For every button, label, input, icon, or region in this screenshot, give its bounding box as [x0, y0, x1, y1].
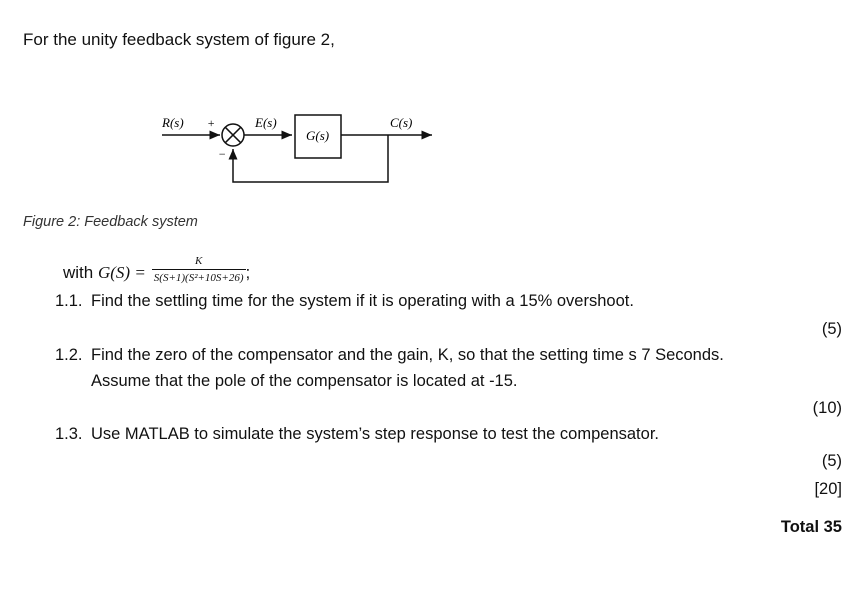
equation-prefix: with [63, 262, 94, 282]
question-number: 1.2. [55, 346, 83, 364]
question-number: 1.1. [55, 292, 83, 310]
question-1-2 [55, 346, 724, 365]
question-text: Find the zero of the compensator and the gain, K, so that the setting time s 7 Seconds. [91, 346, 724, 364]
equation-lhs: G(S) = [97, 262, 146, 282]
fraction-numerator: K [194, 255, 203, 267]
plus-sign: + [207, 116, 216, 130]
fraction-denominator: S(S+1)(S²+10S+26) [152, 269, 246, 284]
block-label: G(s) [306, 128, 330, 143]
total-marks: Total 35 [780, 518, 842, 536]
feedback-block-diagram [150, 105, 450, 200]
figure-caption: Figure 2: Feedback system [23, 214, 198, 230]
mark-subtotal: [20] [814, 480, 842, 498]
transfer-function-fraction [152, 255, 246, 284]
transfer-function-line [63, 255, 251, 287]
question-text: Use MATLAB to simulate the system’s step response to test the compensator. [91, 425, 659, 443]
intro-text: For the unity feedback system of figure 2, [23, 30, 335, 49]
error-label: E(s) [255, 115, 277, 130]
equation-suffix: ; [245, 262, 251, 282]
question-1-1 [55, 292, 634, 311]
question-1-2-continued: Assume that the pole of the compensator is located at -15. [91, 372, 518, 390]
question-text: Find the settling time for the system if it is operating with a 15% overshoot. [91, 292, 634, 310]
mark-q3: (5) [821, 452, 842, 470]
minus-sign: − [218, 147, 227, 161]
mark-q2: (10) [812, 399, 842, 417]
question-number: 1.3. [55, 425, 83, 443]
question-1-3 [55, 425, 659, 444]
output-label: C(s) [390, 115, 413, 130]
input-label: R(s) [162, 115, 184, 130]
mark-q1: (5) [821, 320, 842, 338]
